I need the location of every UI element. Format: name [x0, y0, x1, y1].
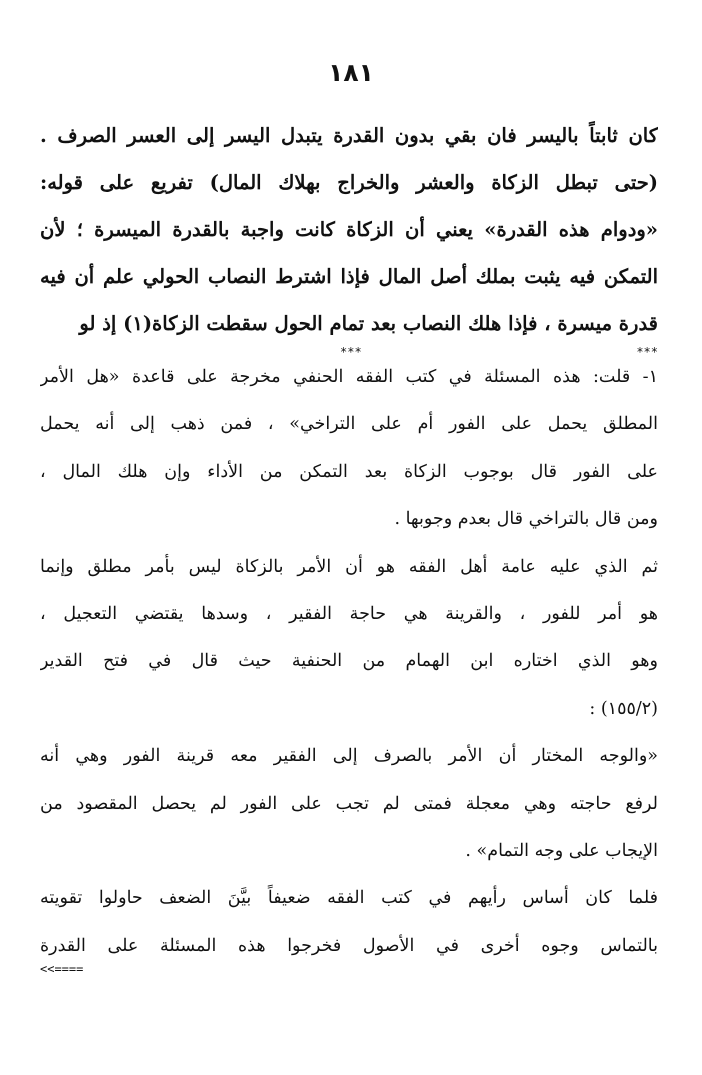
main-text — [40, 112, 658, 347]
footnote-block — [40, 354, 658, 970]
footnote-line: ١- قلت: هذه المسئلة في كتب الفقه الحنفي مخرجة على قاعدة «هل الأمر — [40, 367, 658, 387]
text-line: «ودوام هذه القدرة» يعني أن الزكاة كانت واجبة بالقدرة الميسرة ؛ لأن — [40, 218, 658, 241]
page-number: ١٨١ — [328, 58, 374, 87]
footnote-line: بالتماس وجوه أخرى في الأصول فخرجوا هذه المسئلة على القدرة — [40, 935, 658, 956]
text-line: كان ثابتاً باليسر فان بقي بدون القدرة يتبدل اليسر إلى العسر الصرف . — [40, 124, 658, 147]
text-line: قدرة ميسرة ، فإذا هلك النصاب بعد تمام الحول سقطت الزكاة(١) إذ لو — [79, 312, 658, 335]
separator-stars-right: *** — [636, 345, 658, 359]
footnote-line: فلما كان أساس رأيهم في كتب الفقه ضعيفاً بيَّنَ الضعف حاولوا تقويته — [40, 888, 658, 909]
footnote-line: وهو الذي اختاره ابن الهمام من الحنفية حيث قال في فتح القدير — [40, 651, 658, 672]
footnote-line: المطلق يحمل على الفور أم على التراخي» ، فمن ذهب إلى أنه يحمل — [40, 414, 658, 435]
footnote-line: لرفع حاجته وهي معجلة فمتى لم تجب على الفور لم يحصل المقصود من — [40, 793, 658, 814]
footnote-line: الإيجاب على وجه التمام» . — [465, 840, 658, 861]
footnote-line: ثم الذي عليه عامة أهل الفقه هو أن الأمر بالزكاة ليس بأمر مطلق وإنما — [40, 556, 658, 577]
footnote-line: على الفور قال بوجوب الزكاة بعد التمكن من الأداء وإن هلك المال ، — [40, 461, 658, 482]
separator-stars-left: *** — [340, 345, 362, 359]
text-line: التمكن فيه يثبت بملك أصل المال فإذا اشترط النصاب الحولي علم أن فيه — [40, 265, 658, 288]
text-line: (حتى تبطل الزكاة والعشر والخراج بهلاك المال) تفريع على قوله: — [40, 171, 658, 194]
continuation-arrow: <<==== — [40, 962, 84, 976]
footnote-line: «والوجه المختار أن الأمر بالصرف إلى الفقير معه قرينة الفور وهي أنه — [40, 746, 658, 767]
footnote-line: هو أمر للفور ، والقرينة هي حاجة الفقير ، وسدها يقتضي التعجيل ، — [40, 603, 658, 624]
footnote-line: ومن قال بالتراخي قال بعدم وجوبها . — [394, 509, 658, 530]
footnote-line: (١٥٥/٢) : — [589, 698, 658, 719]
